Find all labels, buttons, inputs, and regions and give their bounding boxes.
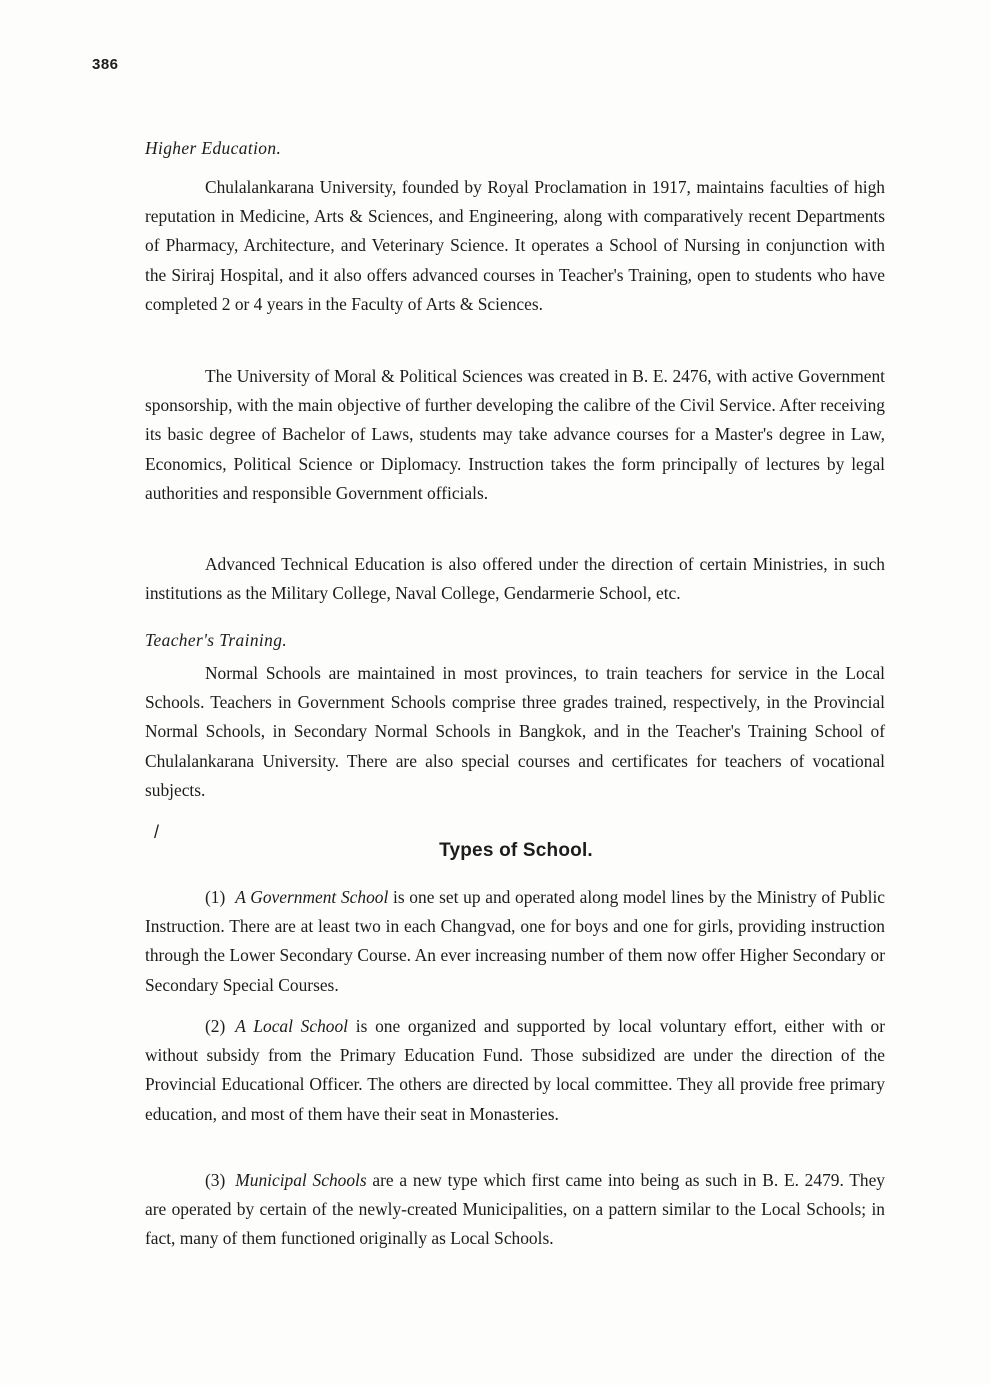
paragraph: Normal Schools are maintained in most provinces, to train teachers for service in the Local Schools. Teachers in Government Schools comprise three grades trained, respectively, in the Provincial Normal Schools, in Secondary Normal Schools in Bangkok, and in the Teacher's Training School of Chulalankarana University. There are also special courses and certificates for teachers of vocational subjects. xyxy=(145,663,885,800)
school-type-item-2 xyxy=(145,1012,885,1129)
teachers-training-paragraph xyxy=(145,659,885,805)
item-text: is one organized and supported by local voluntary effort, either with or without subsidy from the Primary Education Fund. Those subsidized are under the direction of the Provincial Educational Officer. The others are directed by local committee. They all provide free primary education, and most of them have their seat in Monasteries. xyxy=(145,1016,885,1124)
item-text: are a new type which first came into being as such in B. E. 2479. They are operated by certain of the newly-created Municipalities, on a pattern similar to the Local Schools; in fact, many of them functioned originally as Local Schools. xyxy=(145,1170,885,1249)
item-term: A Local School xyxy=(235,1016,349,1036)
item-text: is one set up and operated along model lines by the Ministry of Public Instruction. There are at least two in each Changvad, one for boys and one for girls, providing instruction through the Lower Secondary Course. An ever increasing number of them now offer Higher Secondary or Secondary Special Courses. xyxy=(145,887,885,995)
item-number: (1) xyxy=(205,887,226,907)
item-term: A Government School xyxy=(235,887,389,907)
page-number: 386 xyxy=(92,56,119,73)
section-heading-teachers-training: Teacher's Training. xyxy=(145,630,288,650)
paragraph: Advanced Technical Education is also offered under the direction of certain Ministries, in such institutions as the Military College, Naval College, Gendarmerie School, etc. xyxy=(145,554,885,604)
higher-education-paragraph-1 xyxy=(145,173,885,319)
higher-education-paragraph-2 xyxy=(145,362,885,508)
stray-mark: / xyxy=(154,822,160,842)
higher-education-paragraph-3 xyxy=(145,550,885,608)
section-heading-types-of-school: Types of School. xyxy=(439,840,593,861)
item-number: (2) xyxy=(205,1016,226,1036)
paragraph: Chulalankarana University, founded by Royal Proclamation in 1917, maintains faculties of high reputation in Medicine, Arts & Sciences, and Engineering, along with comparatively recent Departments of Pharmacy, Architecture, and Veterinary Science. It operates a School of Nursing in conjunction with the Siriraj Hospital, and it also offers advanced courses in Teacher's Training, open to students who have completed 2 or 4 years in the Faculty of Arts & Sciences. xyxy=(145,177,885,314)
item-term: Municipal Schools xyxy=(235,1170,367,1190)
school-type-item-1 xyxy=(145,883,885,1000)
paragraph: The University of Moral & Political Sciences was created in B. E. 2476, with active Government sponsorship, with the main objective of further developing the calibre of the Civil Service. After receiving its basic degree of Bachelor of Laws, students may take advance courses for a Master's degree in Law, Economics, Political Science or Diplomacy. Instruction takes the form principally of lectures by legal authorities and responsible Government officials. xyxy=(145,366,885,503)
item-number: (3) xyxy=(205,1170,226,1190)
school-type-item-3 xyxy=(145,1166,885,1254)
section-heading-higher-education: Higher Education. xyxy=(145,138,282,158)
